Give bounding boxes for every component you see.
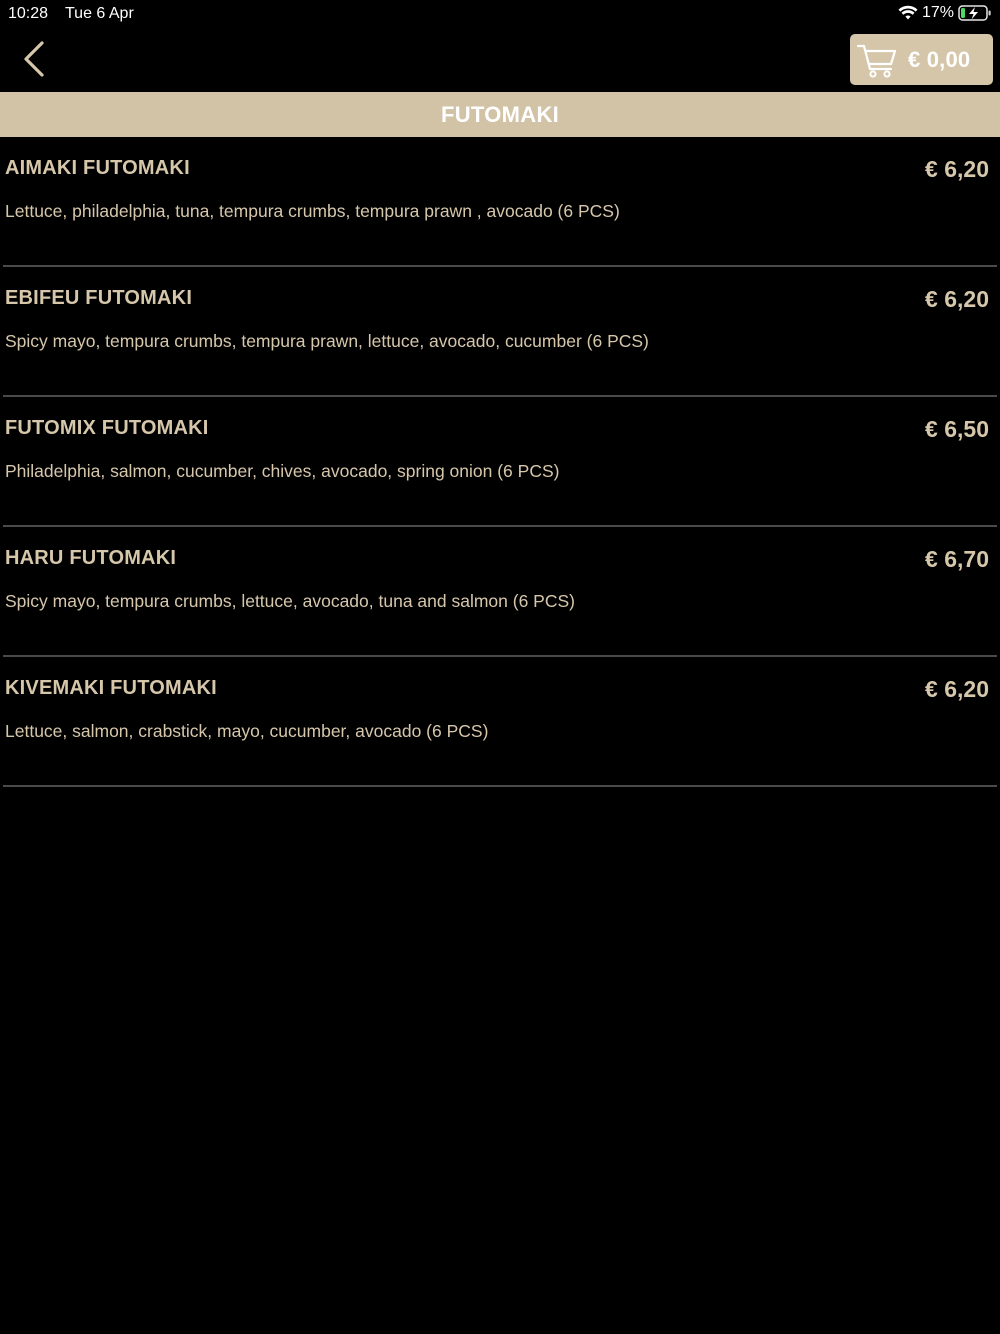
chevron-left-icon [18, 38, 54, 82]
shopping-cart-icon [856, 40, 898, 85]
item-name: KIVEMAKI FUTOMAKI [5, 677, 217, 699]
status-indicators [898, 4, 992, 22]
item-price: € 6,70 [925, 546, 989, 572]
menu-item-aimaki-futomaki[interactable] [0, 137, 1000, 267]
battery-percent: 17% [921, 4, 954, 21]
item-description: Spicy mayo, tempura crumbs, tempura prawn, lettuce, avocado, cucumber (6 PCS) [5, 331, 649, 351]
category-banner [0, 92, 1000, 137]
item-description: Philadelphia, salmon, cucumber, chives, avocado, spring onion (6 PCS) [5, 461, 560, 481]
wifi-icon [898, 5, 918, 21]
item-price: € 6,50 [925, 416, 989, 442]
item-price: € 6,20 [925, 676, 989, 702]
cart-button[interactable] [850, 34, 993, 85]
battery-charging-icon [958, 4, 992, 22]
menu-list [0, 137, 1000, 787]
status-time: 10:28 [8, 5, 49, 22]
item-description: Lettuce, salmon, crabstick, mayo, cucumber, avocado (6 PCS) [5, 721, 489, 741]
status-date: Tue 6 Apr [65, 5, 134, 22]
menu-item-haru-futomaki[interactable] [0, 527, 1000, 657]
item-description: Lettuce, philadelphia, tuna, tempura crumbs, tempura prawn , avocado (6 PCS) [5, 201, 620, 221]
status-bar [0, 0, 1000, 28]
item-description: Spicy mayo, tempura crumbs, lettuce, avocado, tuna and salmon (6 PCS) [5, 591, 575, 611]
menu-item-kivemaki-futomaki[interactable] [0, 657, 1000, 787]
item-name: HARU FUTOMAKI [5, 547, 177, 569]
item-name: EBIFEU FUTOMAKI [5, 287, 193, 309]
back-button[interactable] [18, 38, 54, 82]
item-name: AIMAKI FUTOMAKI [5, 157, 190, 179]
cart-total: € 0,00 [908, 47, 971, 72]
menu-item-futomix-futomaki[interactable] [0, 397, 1000, 527]
item-price: € 6,20 [925, 286, 989, 312]
item-price: € 6,20 [925, 156, 989, 182]
menu-item-ebifeu-futomaki[interactable] [0, 267, 1000, 397]
category-title: FUTOMAKI [440, 102, 560, 127]
item-name: FUTOMIX FUTOMAKI [5, 417, 209, 439]
